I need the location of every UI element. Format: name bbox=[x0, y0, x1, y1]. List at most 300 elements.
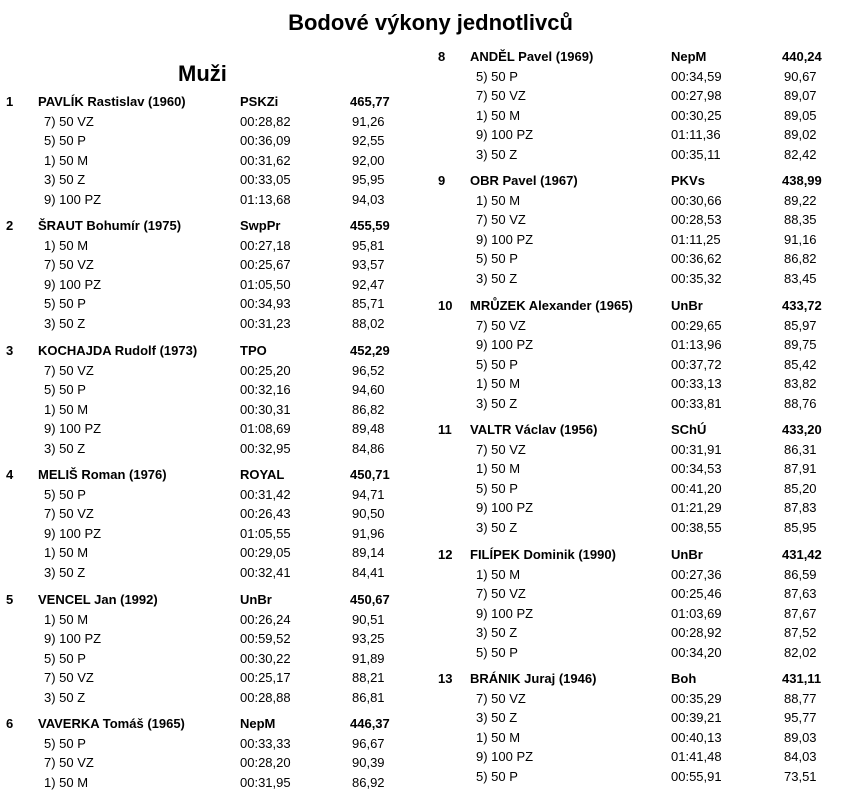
event-points: 85,71 bbox=[352, 296, 385, 312]
event-row bbox=[0, 190, 430, 210]
event-discipline: 1) 50 M bbox=[44, 237, 89, 253]
event-time: 01:21,29 bbox=[671, 500, 722, 516]
swimmer-entry bbox=[0, 465, 430, 583]
swimmer-header-row bbox=[0, 590, 430, 610]
event-time: 00:34,20 bbox=[671, 644, 722, 660]
total-points: 446,37 bbox=[350, 716, 390, 731]
event-time: 00:31,62 bbox=[240, 152, 291, 168]
event-time: 00:32,16 bbox=[240, 382, 291, 398]
event-row bbox=[0, 773, 430, 792]
event-points: 87,67 bbox=[784, 605, 817, 621]
swimmer-name: ANDĚL Pavel (1969) bbox=[470, 49, 594, 64]
event-points: 87,83 bbox=[784, 500, 817, 516]
total-points: 440,24 bbox=[782, 49, 822, 64]
rank: 1 bbox=[6, 94, 14, 109]
swimmer-header-row bbox=[432, 296, 861, 316]
event-discipline: 7) 50 VZ bbox=[44, 755, 94, 771]
total-points: 431,42 bbox=[782, 547, 822, 562]
total-points: 433,20 bbox=[782, 422, 822, 437]
event-discipline: 1) 50 M bbox=[476, 192, 521, 208]
swimmer-entry bbox=[432, 669, 861, 787]
event-time: 00:36,62 bbox=[671, 251, 722, 267]
event-row bbox=[0, 400, 430, 420]
event-points: 88,02 bbox=[352, 315, 385, 331]
event-points: 84,86 bbox=[352, 440, 385, 456]
rank: 11 bbox=[438, 422, 452, 437]
club-code: TPO bbox=[240, 343, 267, 358]
event-time: 00:35,29 bbox=[671, 690, 722, 706]
event-discipline: 9) 100 PZ bbox=[476, 337, 534, 353]
event-discipline: 7) 50 VZ bbox=[476, 212, 526, 228]
event-row bbox=[0, 439, 430, 459]
event-discipline: 3) 50 Z bbox=[44, 172, 86, 188]
event-row bbox=[432, 230, 861, 250]
rank: 2 bbox=[6, 218, 14, 233]
event-row bbox=[432, 191, 861, 211]
event-discipline: 3) 50 Z bbox=[44, 440, 86, 456]
event-points: 95,77 bbox=[784, 710, 817, 726]
event-discipline: 7) 50 VZ bbox=[44, 506, 94, 522]
rank: 12 bbox=[438, 547, 453, 562]
event-row bbox=[0, 151, 430, 171]
event-points: 85,20 bbox=[784, 480, 817, 496]
event-time: 00:31,23 bbox=[240, 315, 291, 331]
event-points: 84,41 bbox=[352, 564, 385, 580]
swimmer-entry bbox=[432, 296, 861, 414]
event-points: 90,67 bbox=[784, 68, 817, 84]
event-discipline: 5) 50 P bbox=[44, 382, 86, 398]
swimmer-name: FILÍPEK Dominik (1990) bbox=[470, 547, 616, 562]
event-discipline: 9) 100 PZ bbox=[44, 631, 102, 647]
event-row bbox=[0, 753, 430, 773]
event-discipline: 1) 50 M bbox=[44, 774, 89, 790]
event-discipline: 3) 50 Z bbox=[476, 625, 518, 641]
event-points: 94,71 bbox=[352, 486, 385, 502]
club-code: PKVs bbox=[671, 173, 705, 188]
swimmer-header-row bbox=[0, 465, 430, 485]
event-row bbox=[0, 543, 430, 563]
event-row bbox=[432, 67, 861, 87]
event-discipline: 7) 50 VZ bbox=[44, 113, 94, 129]
swimmer-name: VALTR Václav (1956) bbox=[470, 422, 598, 437]
event-row bbox=[432, 623, 861, 643]
event-discipline: 3) 50 Z bbox=[476, 519, 518, 535]
total-points: 438,99 bbox=[782, 173, 822, 188]
event-time: 00:32,41 bbox=[240, 564, 291, 580]
event-time: 00:27,18 bbox=[240, 237, 291, 253]
club-code: UnBr bbox=[240, 592, 272, 607]
event-points: 89,03 bbox=[784, 729, 817, 745]
event-time: 00:31,95 bbox=[240, 774, 291, 790]
event-discipline: 7) 50 VZ bbox=[44, 257, 94, 273]
total-points: 455,59 bbox=[350, 218, 390, 233]
event-points: 85,42 bbox=[784, 356, 817, 372]
event-discipline: 5) 50 P bbox=[476, 480, 518, 496]
event-row bbox=[0, 668, 430, 688]
event-row bbox=[0, 380, 430, 400]
event-time: 01:03,69 bbox=[671, 605, 722, 621]
event-points: 73,51 bbox=[784, 768, 817, 784]
club-code: SChÚ bbox=[671, 422, 707, 437]
event-row bbox=[432, 518, 861, 538]
event-row bbox=[432, 394, 861, 414]
swimmer-header-row bbox=[432, 669, 861, 689]
event-time: 00:28,88 bbox=[240, 689, 291, 705]
swimmer-name: BRÁNIK Juraj (1946) bbox=[470, 671, 597, 686]
club-code: UnBr bbox=[671, 547, 703, 562]
event-points: 88,21 bbox=[352, 670, 385, 686]
event-row bbox=[432, 145, 861, 165]
event-row bbox=[0, 629, 430, 649]
club-code: UnBr bbox=[671, 298, 703, 313]
event-row bbox=[0, 294, 430, 314]
swimmer-name: OBR Pavel (1967) bbox=[470, 173, 578, 188]
event-time: 01:13,68 bbox=[240, 191, 291, 207]
event-time: 00:35,32 bbox=[671, 270, 722, 286]
event-row bbox=[432, 316, 861, 336]
event-row bbox=[432, 125, 861, 145]
event-time: 00:28,20 bbox=[240, 755, 291, 771]
swimmer-entry bbox=[432, 545, 861, 663]
event-points: 91,96 bbox=[352, 525, 385, 541]
event-points: 96,52 bbox=[352, 362, 385, 378]
event-time: 00:30,25 bbox=[671, 107, 722, 123]
event-row bbox=[0, 649, 430, 669]
event-discipline: 7) 50 VZ bbox=[476, 586, 526, 602]
rank: 9 bbox=[438, 173, 446, 188]
event-time: 01:41,48 bbox=[671, 749, 722, 765]
event-points: 89,22 bbox=[784, 192, 817, 208]
event-points: 89,05 bbox=[784, 107, 817, 123]
rank: 5 bbox=[6, 592, 14, 607]
event-row bbox=[432, 86, 861, 106]
event-time: 00:25,20 bbox=[240, 362, 291, 378]
event-points: 83,82 bbox=[784, 376, 817, 392]
event-time: 01:05,55 bbox=[240, 525, 291, 541]
event-time: 01:11,25 bbox=[671, 231, 721, 247]
event-discipline: 7) 50 VZ bbox=[44, 362, 94, 378]
event-row bbox=[432, 643, 861, 663]
event-points: 87,91 bbox=[784, 461, 817, 477]
event-time: 00:38,55 bbox=[671, 519, 722, 535]
event-discipline: 5) 50 P bbox=[44, 650, 86, 666]
event-points: 84,03 bbox=[784, 749, 817, 765]
swimmer-entry bbox=[432, 420, 861, 538]
event-discipline: 9) 100 PZ bbox=[476, 500, 534, 516]
event-discipline: 1) 50 M bbox=[476, 461, 521, 477]
club-code: PSKZi bbox=[240, 94, 279, 109]
event-discipline: 5) 50 P bbox=[44, 735, 86, 751]
event-row bbox=[432, 335, 861, 355]
event-discipline: 7) 50 VZ bbox=[44, 670, 94, 686]
event-points: 88,76 bbox=[784, 395, 817, 411]
swimmer-entry bbox=[0, 590, 430, 708]
event-row bbox=[432, 374, 861, 394]
rank: 6 bbox=[6, 716, 14, 731]
event-time: 00:29,05 bbox=[240, 545, 291, 561]
event-points: 94,03 bbox=[352, 191, 385, 207]
event-discipline: 9) 100 PZ bbox=[476, 231, 534, 247]
swimmer-name: MRŮZEK Alexander (1965) bbox=[470, 298, 633, 313]
event-time: 00:35,11 bbox=[671, 146, 721, 162]
event-time: 00:37,72 bbox=[671, 356, 722, 372]
event-points: 89,14 bbox=[352, 545, 385, 561]
event-row bbox=[432, 689, 861, 709]
swimmer-header-row bbox=[0, 92, 430, 112]
event-discipline: 3) 50 Z bbox=[476, 710, 518, 726]
event-points: 86,92 bbox=[352, 774, 385, 790]
event-discipline: 5) 50 P bbox=[476, 251, 518, 267]
event-discipline: 5) 50 P bbox=[476, 768, 518, 784]
event-time: 00:27,36 bbox=[671, 566, 722, 582]
total-points: 450,71 bbox=[350, 467, 390, 482]
event-discipline: 1) 50 M bbox=[476, 107, 521, 123]
event-points: 86,59 bbox=[784, 566, 817, 582]
event-discipline: 3) 50 Z bbox=[476, 270, 518, 286]
club-code: ROYAL bbox=[240, 467, 285, 482]
event-discipline: 5) 50 P bbox=[476, 356, 518, 372]
event-row bbox=[432, 708, 861, 728]
event-discipline: 5) 50 P bbox=[44, 133, 86, 149]
event-row bbox=[432, 269, 861, 289]
event-points: 95,81 bbox=[352, 237, 385, 253]
swimmer-name: VENCEL Jan (1992) bbox=[38, 592, 158, 607]
event-time: 00:41,20 bbox=[671, 480, 722, 496]
event-time: 01:13,96 bbox=[671, 337, 722, 353]
swimmer-entry bbox=[0, 341, 430, 459]
event-points: 90,51 bbox=[352, 611, 385, 627]
event-discipline: 3) 50 Z bbox=[476, 395, 518, 411]
event-time: 00:26,43 bbox=[240, 506, 291, 522]
event-time: 00:30,22 bbox=[240, 650, 291, 666]
event-discipline: 3) 50 Z bbox=[44, 315, 86, 331]
event-discipline: 9) 100 PZ bbox=[476, 749, 534, 765]
event-discipline: 7) 50 VZ bbox=[476, 441, 526, 457]
swimmer-name: KOCHAJDA Rudolf (1973) bbox=[38, 343, 198, 358]
event-time: 00:34,93 bbox=[240, 296, 291, 312]
event-row bbox=[0, 419, 430, 439]
swimmer-header-row bbox=[0, 216, 430, 236]
swimmer-entry bbox=[0, 92, 430, 210]
event-row bbox=[432, 479, 861, 499]
event-points: 91,16 bbox=[784, 231, 817, 247]
event-points: 83,45 bbox=[784, 270, 817, 286]
event-discipline: 1) 50 M bbox=[44, 401, 89, 417]
swimmer-header-row bbox=[0, 714, 430, 734]
event-points: 91,26 bbox=[352, 113, 385, 129]
club-code: NepM bbox=[671, 49, 707, 64]
event-row bbox=[432, 459, 861, 479]
event-row bbox=[0, 112, 430, 132]
event-discipline: 1) 50 M bbox=[476, 729, 521, 745]
event-row bbox=[432, 498, 861, 518]
event-row bbox=[432, 584, 861, 604]
event-points: 86,82 bbox=[352, 401, 385, 417]
event-row bbox=[432, 747, 861, 767]
event-points: 91,89 bbox=[352, 650, 385, 666]
event-time: 00:25,67 bbox=[240, 257, 291, 273]
event-row bbox=[0, 504, 430, 524]
event-discipline: 9) 100 PZ bbox=[476, 605, 534, 621]
event-points: 86,82 bbox=[784, 251, 817, 267]
swimmer-header-row bbox=[432, 171, 861, 191]
event-discipline: 1) 50 M bbox=[44, 152, 89, 168]
event-points: 90,50 bbox=[352, 506, 385, 522]
rank: 4 bbox=[6, 467, 14, 482]
swimmer-entry bbox=[0, 216, 430, 334]
event-discipline: 1) 50 M bbox=[476, 376, 521, 392]
event-time: 00:34,59 bbox=[671, 68, 722, 84]
event-points: 89,07 bbox=[784, 88, 817, 104]
event-time: 00:33,33 bbox=[240, 735, 291, 751]
event-row bbox=[0, 361, 430, 381]
event-time: 00:36,09 bbox=[240, 133, 291, 149]
swimmer-name: ŠRAUT Bohumír (1975) bbox=[38, 218, 182, 233]
event-discipline: 1) 50 M bbox=[44, 545, 89, 561]
event-time: 01:08,69 bbox=[240, 421, 291, 437]
rank: 8 bbox=[438, 49, 446, 64]
event-time: 00:33,05 bbox=[240, 172, 291, 188]
event-points: 92,00 bbox=[352, 152, 385, 168]
event-points: 89,48 bbox=[352, 421, 385, 437]
event-discipline: 5) 50 P bbox=[44, 486, 86, 502]
event-row bbox=[432, 355, 861, 375]
event-points: 86,31 bbox=[784, 441, 817, 457]
event-time: 01:05,50 bbox=[240, 276, 291, 292]
event-row bbox=[432, 604, 861, 624]
event-points: 88,35 bbox=[784, 212, 817, 228]
event-discipline: 9) 100 PZ bbox=[476, 127, 534, 143]
event-points: 82,02 bbox=[784, 644, 817, 660]
swimmer-entry bbox=[432, 47, 861, 165]
event-points: 85,97 bbox=[784, 317, 817, 333]
page-title: Bodové výkony jednotlivců bbox=[288, 10, 573, 35]
swimmer-header-row bbox=[432, 47, 861, 67]
event-discipline: 9) 100 PZ bbox=[44, 276, 102, 292]
rank: 13 bbox=[438, 671, 453, 686]
event-discipline: 5) 50 P bbox=[476, 644, 518, 660]
event-row bbox=[0, 275, 430, 295]
total-points: 450,67 bbox=[350, 592, 390, 607]
swimmer-header-row bbox=[432, 545, 861, 565]
event-row bbox=[432, 728, 861, 748]
swimmer-entry bbox=[432, 171, 861, 289]
event-row bbox=[0, 314, 430, 334]
event-discipline: 7) 50 VZ bbox=[476, 690, 526, 706]
rank: 3 bbox=[6, 343, 14, 358]
event-time: 00:32,95 bbox=[240, 440, 291, 456]
event-row bbox=[0, 563, 430, 583]
event-points: 87,63 bbox=[784, 586, 817, 602]
event-time: 00:55,91 bbox=[671, 768, 722, 784]
event-time: 00:30,31 bbox=[240, 401, 291, 417]
total-points: 433,72 bbox=[782, 298, 822, 313]
event-points: 94,60 bbox=[352, 382, 385, 398]
event-row bbox=[432, 565, 861, 585]
event-discipline: 5) 50 P bbox=[44, 296, 86, 312]
event-points: 89,02 bbox=[784, 127, 817, 143]
event-row bbox=[432, 249, 861, 269]
event-row bbox=[432, 767, 861, 787]
event-row bbox=[432, 440, 861, 460]
event-discipline: 3) 50 Z bbox=[44, 689, 86, 705]
event-row bbox=[0, 236, 430, 256]
event-time: 00:31,91 bbox=[671, 441, 722, 457]
event-discipline: 7) 50 VZ bbox=[476, 317, 526, 333]
event-row bbox=[432, 106, 861, 126]
event-points: 87,52 bbox=[784, 625, 817, 641]
event-time: 00:59,52 bbox=[240, 631, 291, 647]
event-discipline: 7) 50 VZ bbox=[476, 88, 526, 104]
event-row bbox=[0, 610, 430, 630]
event-discipline: 9) 100 PZ bbox=[44, 421, 102, 437]
event-discipline: 1) 50 M bbox=[44, 611, 89, 627]
swimmer-header-row bbox=[432, 420, 861, 440]
event-time: 00:34,53 bbox=[671, 461, 722, 477]
total-points: 452,29 bbox=[350, 343, 390, 358]
event-time: 00:33,81 bbox=[671, 395, 722, 411]
event-discipline: 5) 50 P bbox=[476, 68, 518, 84]
event-points: 93,57 bbox=[352, 257, 385, 273]
event-time: 00:25,46 bbox=[671, 586, 722, 602]
event-time: 01:11,36 bbox=[671, 127, 721, 143]
event-points: 89,75 bbox=[784, 337, 817, 353]
event-discipline: 9) 100 PZ bbox=[44, 191, 102, 207]
swimmer-header-row bbox=[0, 341, 430, 361]
event-points: 93,25 bbox=[352, 631, 385, 647]
rank: 10 bbox=[438, 298, 453, 313]
event-discipline: 9) 100 PZ bbox=[44, 525, 102, 541]
event-row bbox=[0, 131, 430, 151]
swimmer-name: VAVERKA Tomáš (1965) bbox=[38, 716, 185, 731]
event-time: 00:39,21 bbox=[671, 710, 722, 726]
event-time: 00:27,98 bbox=[671, 88, 722, 104]
event-points: 86,81 bbox=[352, 689, 385, 705]
event-time: 00:28,92 bbox=[671, 625, 722, 641]
event-time: 00:28,53 bbox=[671, 212, 722, 228]
event-points: 90,39 bbox=[352, 755, 385, 771]
event-points: 85,95 bbox=[784, 519, 817, 535]
total-points: 431,11 bbox=[782, 671, 822, 686]
club-code: Boh bbox=[671, 671, 697, 686]
event-discipline: 1) 50 M bbox=[476, 566, 521, 582]
event-time: 00:30,66 bbox=[671, 192, 722, 208]
event-time: 00:26,24 bbox=[240, 611, 291, 627]
event-points: 92,47 bbox=[352, 276, 385, 292]
event-points: 96,67 bbox=[352, 735, 385, 751]
event-time: 00:40,13 bbox=[671, 729, 722, 745]
club-code: SwpPr bbox=[240, 218, 281, 233]
club-code: NepM bbox=[240, 716, 276, 731]
event-row bbox=[432, 210, 861, 230]
total-points: 465,77 bbox=[350, 94, 390, 109]
section-heading: Muži bbox=[178, 61, 227, 86]
event-row bbox=[0, 524, 430, 544]
swimmer-name: MELIŠ Roman (1976) bbox=[38, 467, 167, 482]
event-time: 00:25,17 bbox=[240, 670, 291, 686]
event-points: 88,77 bbox=[784, 690, 817, 706]
swimmer-entry bbox=[0, 714, 430, 792]
swimmer-name: PAVLÍK Rastislav (1960) bbox=[38, 94, 186, 109]
event-time: 00:29,65 bbox=[671, 317, 722, 333]
event-time: 00:31,42 bbox=[240, 486, 291, 502]
event-time: 00:28,82 bbox=[240, 113, 291, 129]
event-row bbox=[0, 734, 430, 754]
event-discipline: 3) 50 Z bbox=[44, 564, 86, 580]
event-row bbox=[0, 170, 430, 190]
event-row bbox=[0, 688, 430, 708]
event-time: 00:33,13 bbox=[671, 376, 722, 392]
